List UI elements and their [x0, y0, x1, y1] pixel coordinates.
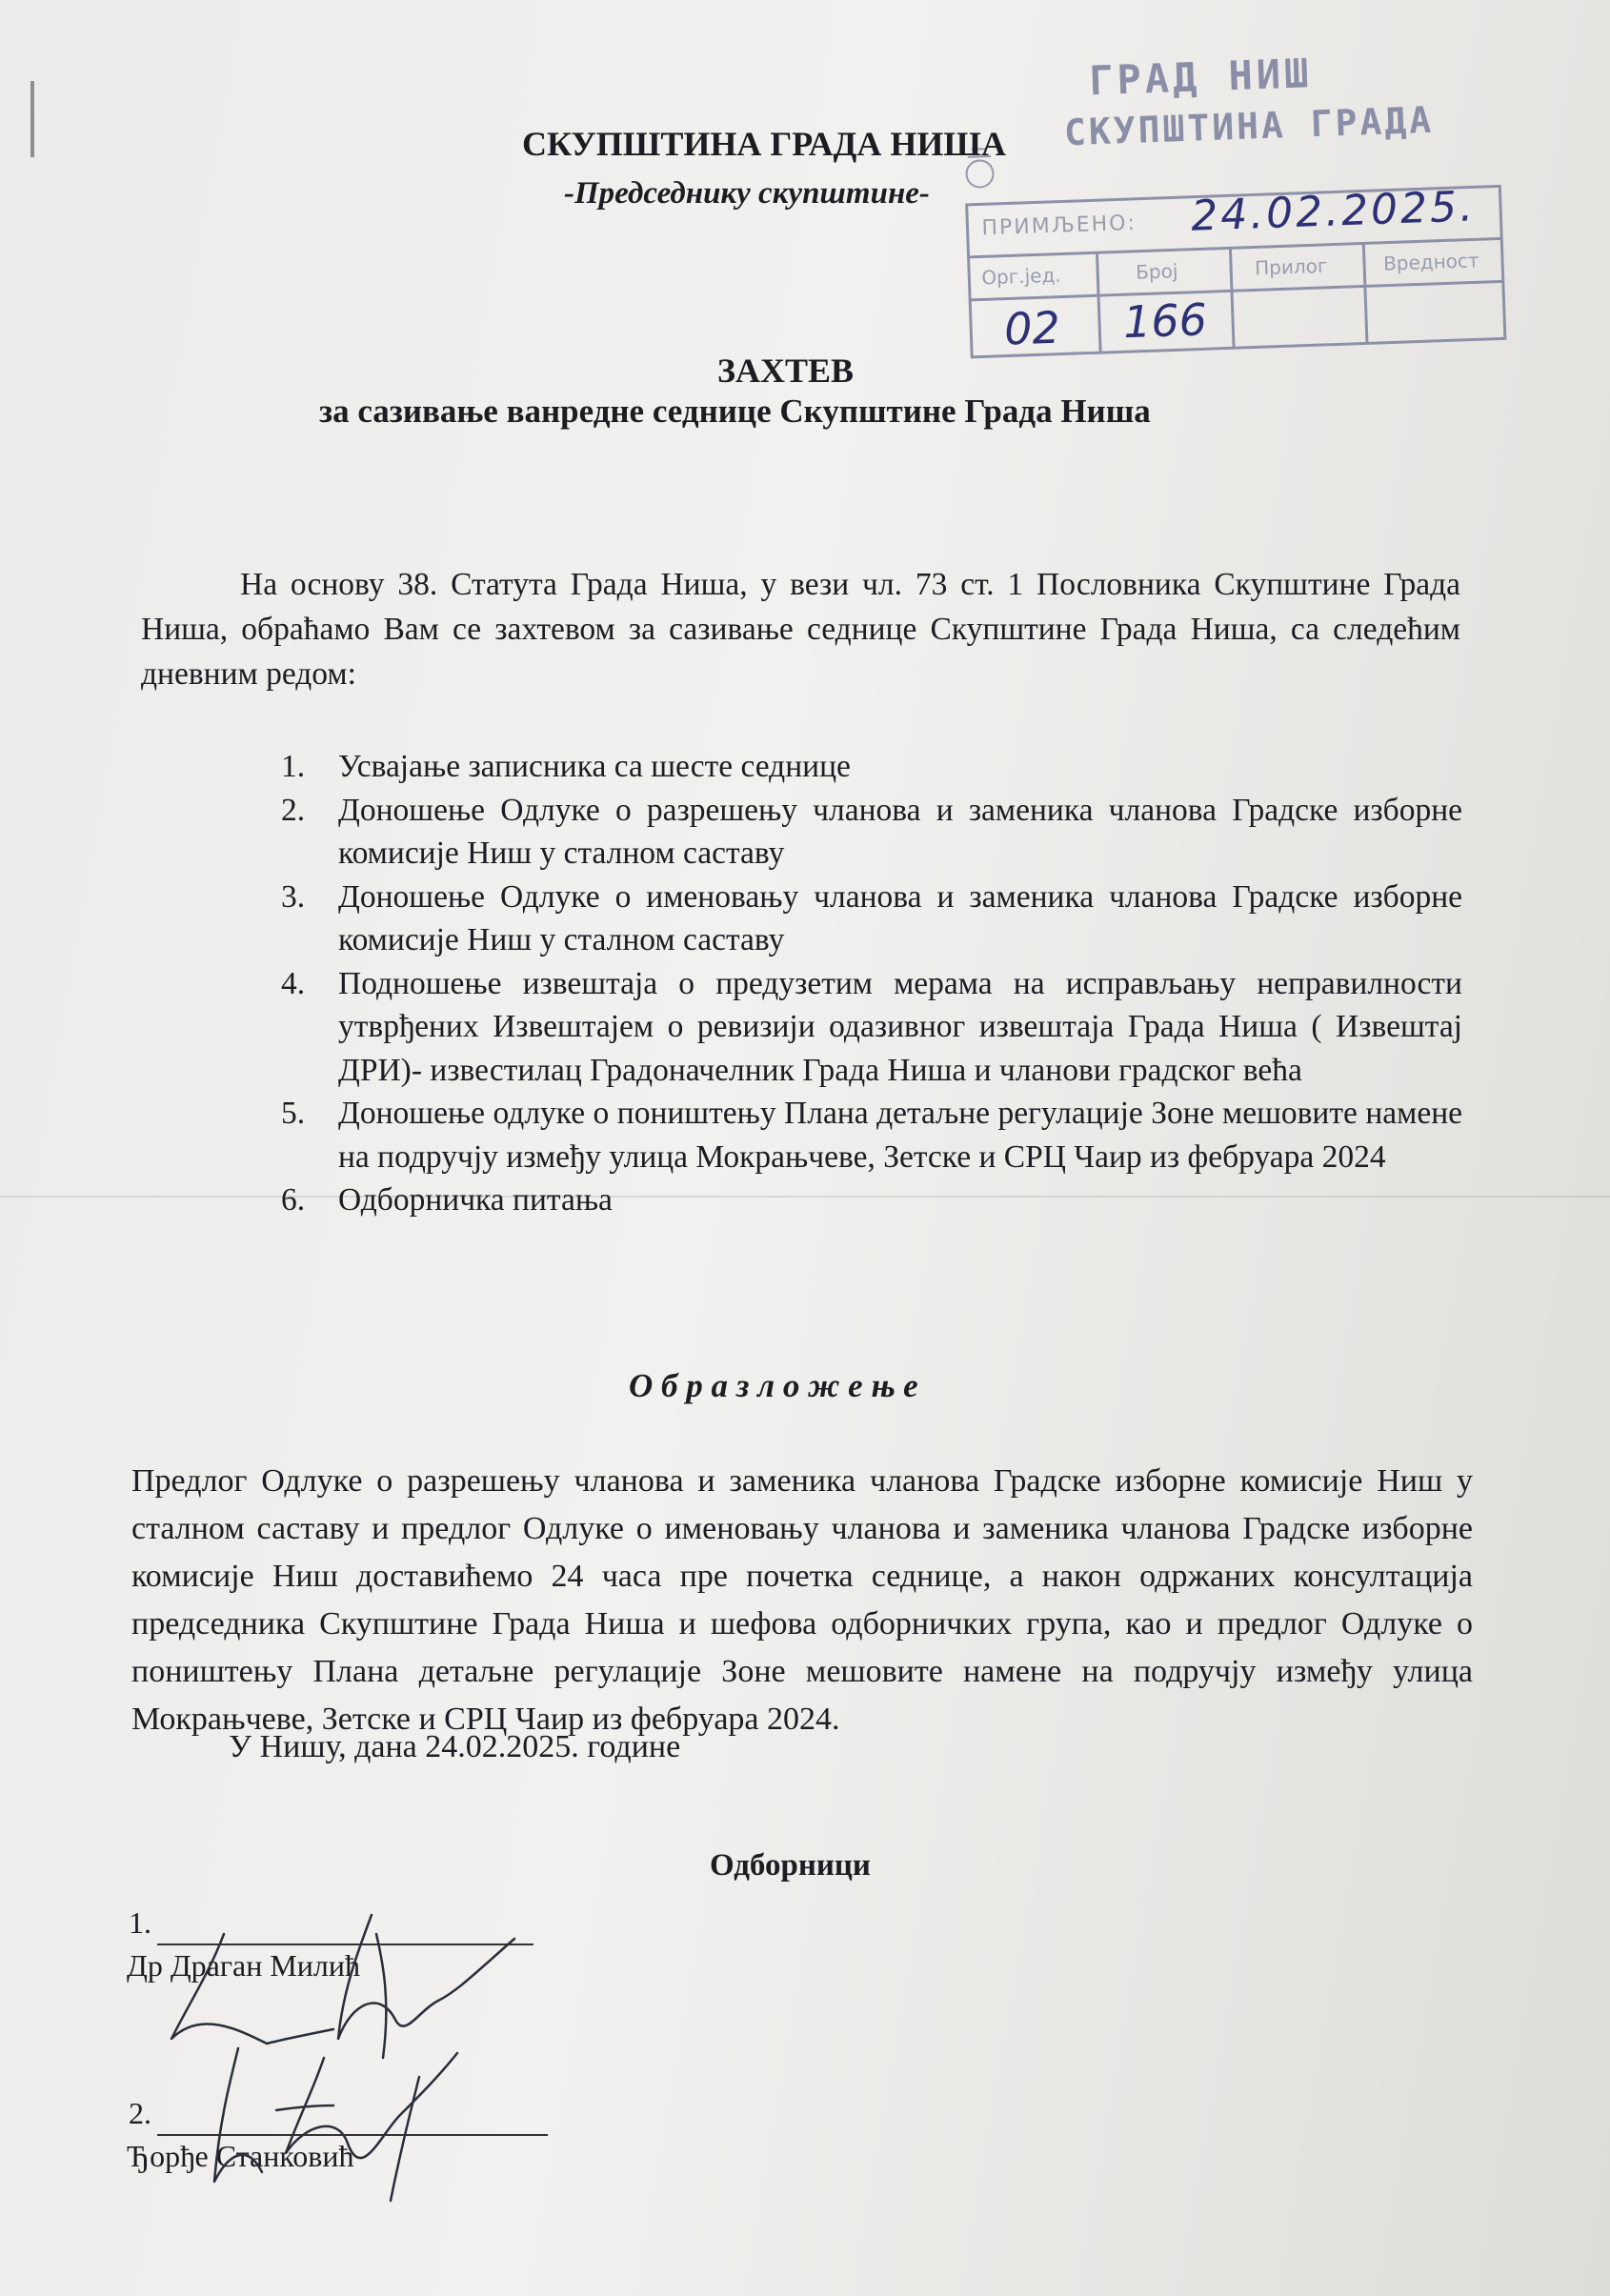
stamp-org-unit: 02: [1003, 301, 1061, 355]
agenda-item-number: 3.: [281, 878, 306, 915]
stamp-col-value: Вредност: [1382, 249, 1479, 275]
registry-stamp: [956, 43, 1519, 376]
agenda-list: [281, 745, 1462, 1222]
intro-paragraph: [141, 562, 1460, 696]
agenda-item-number: 4.: [281, 965, 306, 1001]
signatory-name: Др Драган Милић: [127, 1948, 360, 1983]
place-and-date: У Нишу, дана 24.02.2025. године: [229, 1729, 681, 1764]
stamp-received-label: ПРИМЉЕНО:: [981, 211, 1137, 241]
agenda-item: [281, 789, 1462, 876]
signatories-heading: Одборници: [710, 1848, 871, 1883]
stamp-city: ГРАД НИШ: [1088, 50, 1314, 105]
stamp-received-date: 24.02.2025.: [1190, 182, 1477, 241]
agenda-item-text: Доношење Одлуке о именовању чланова и заменика чланова Градске изборне комисије Ниш у сталном саставу: [338, 878, 1462, 957]
agenda-item: [281, 1092, 1462, 1178]
agenda-item-text: Доношење одлуке о поништењу Плана детаљне регулације Зоне мешовите намене на подручју између улица Мокрањчеве, Зетске и СРЦ Чаир из фебруара 2024: [338, 1096, 1462, 1175]
agenda-item: [281, 745, 1462, 789]
agenda-item-text: Подношење извештаја о предузетим мерама на исправљању неправилности утврђених Извештајем о ревизији одазивног извештаја Града Ниша ( Извештај ДРИ)- известилац Градоначелник Града Ниша и чланови градског већа: [338, 965, 1462, 1088]
stamp-col-attachment: Прилог: [1254, 253, 1328, 280]
recipient-subheading: -Председнику скупштине-: [564, 176, 930, 211]
document-title: ЗАХТЕВ: [717, 352, 855, 390]
agenda-item: [281, 962, 1462, 1093]
agenda-item-number: 1.: [281, 749, 306, 784]
agenda-item: [281, 876, 1462, 962]
explanation-paragraph: [131, 1458, 1473, 1743]
stamp-col-number: Број: [1135, 259, 1178, 284]
signatory-name: Ђорђе Станковић: [127, 2139, 354, 2173]
document-subtitle: за сазивање ванредне седнице Скупштине Града Ниша: [319, 393, 1151, 430]
explanation-heading: О б р а з л о ж е њ е: [629, 1367, 918, 1404]
scan-edge-mark: [30, 81, 34, 157]
recipient-heading: СКУПШТИНА ГРАДА НИША: [522, 125, 1006, 163]
intro-text: На основу 38. Статута Града Ниша, у вези чл. 73 ст. 1 Пословника Скупштине Града Ниша, обраћамо Вам се захтевом за сазивање седнице Скупштине Града Ниша, са следећим дневним редом:: [141, 567, 1460, 692]
explanation-text: Предлог Одлуке о разрешењу чланова и заменика чланова Градске изборне комисије Ниш у сталном саставу и предлог Одлуке о именовању чланова и заменика чланова Градске изборне комисије Ниш доставићемо 24 часа пре почетка седнице, а након одржаних консултација председника Скупштине Града Ниша и шефова одборничких група, као и предлог Одлуке о поништењу Плана детаљне регулације Зоне мешовите намене на подручју између улица Мокрањчеве, Зетске и СРЦ Чаир из фебруара 2024.: [131, 1463, 1473, 1737]
agenda-item-number: 5.: [281, 1096, 306, 1131]
agenda-item-number: 6.: [281, 1182, 306, 1218]
stamp-number: 166: [1122, 293, 1208, 349]
signatory-number: 1.: [129, 1905, 151, 1940]
agenda-item-text: Усвајање записника са шесте седнице: [338, 749, 851, 784]
stamp-assembly: СКУПШТИНА ГРАДА: [1063, 98, 1435, 154]
signatory-number: 2.: [129, 2096, 151, 2130]
handwritten-signatures: [133, 1896, 533, 2239]
agenda-item-text: Одборничка питања: [338, 1182, 613, 1218]
agenda-item-text: Доношење Одлуке о разрешењу чланова и заменика чланова Градске изборне комисије Ниш у сталном саставу: [338, 792, 1462, 871]
stamp-col-org: Орг.јед.: [980, 263, 1062, 290]
agenda-item: [281, 1178, 1462, 1222]
agenda-item-number: 2.: [281, 792, 306, 828]
